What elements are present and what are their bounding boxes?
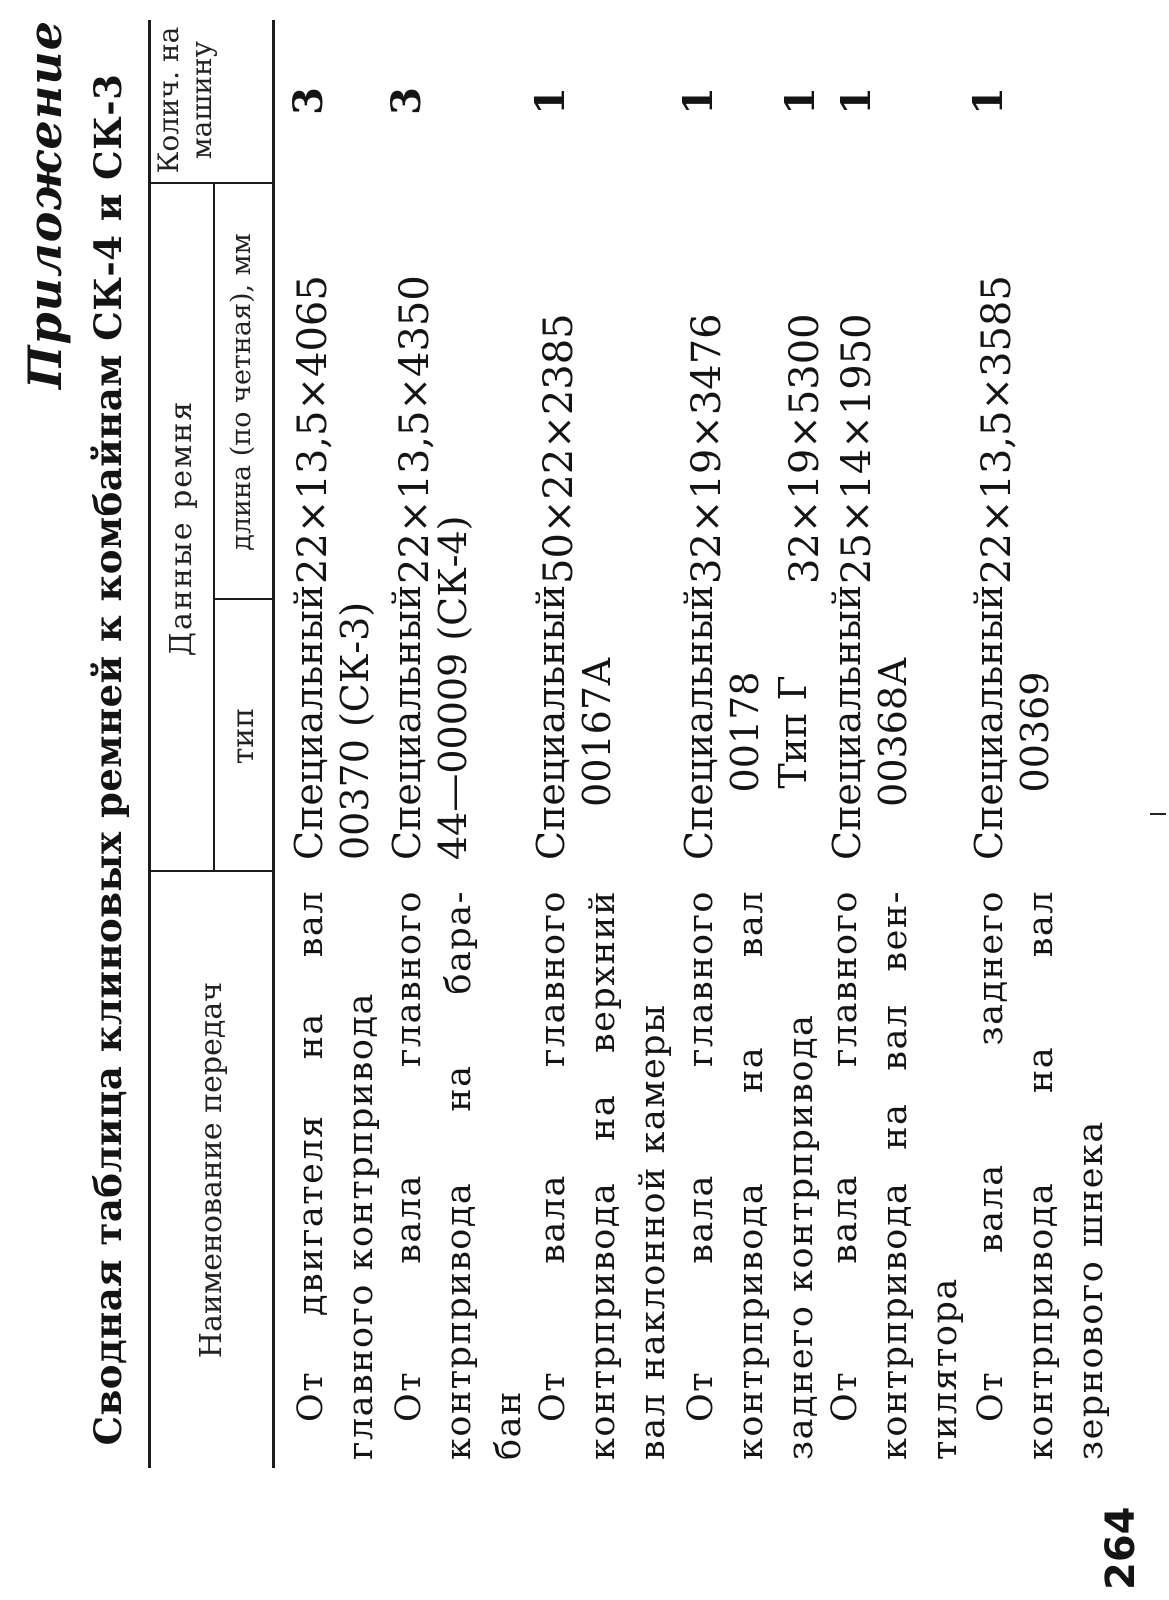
table-title: Сводная таблица клиновых ремней к комбайнам СК-4 и СК-3 [86,73,130,1446]
table-top-rule [148,20,151,1468]
row-type [824,584,916,860]
header-qty [152,24,218,176]
row-type-line: Специальный [287,584,331,860]
row-name-line: бан [489,1390,529,1460]
belt-data-subrule [213,184,215,872]
header-belt-data: Данные ремня [164,399,199,657]
row-name-line: контрпривода на бара- [439,890,479,1460]
row-type-line: Специальный [529,584,573,860]
row-type-line: 00167А [575,657,619,807]
row-name-line: контрпривода на вал вен- [875,890,915,1460]
row-name-line: тилятора [925,1277,965,1460]
row-type-line: 00178 [723,671,767,793]
row-size: 22×13,5×4350 [392,275,438,584]
row-type-line: 00370 (СК-3) [333,601,377,860]
row-qty: 1 [527,87,574,115]
row-name-line: От двигателя на вал [291,890,331,1422]
row-name-line: От вала главного [681,890,721,1422]
page-number: 264 [1098,1506,1144,1590]
row-name-line: главного контрпривода [341,992,381,1460]
row-type [966,584,1058,860]
row-type-line: Специальный [825,584,869,860]
row-name [966,890,1116,1460]
header-bottom-rule [272,20,275,1468]
header-qty-text: Колич. на машину [152,26,218,174]
row-qty: 1 [833,87,880,115]
center-tick-mark [1150,813,1166,815]
row-name-line: заднего контрпривода [781,1013,821,1460]
row-qty: 1 [965,87,1012,115]
header-type: тип [226,707,261,765]
row-type [770,604,816,860]
row-type [528,584,620,860]
row-type-line: Специальный [967,584,1011,860]
header-name: Наименование передач [194,981,229,1359]
row-type-line: 44—00009 (СК-4) [431,515,475,860]
row-name-line: От вала главного [389,890,429,1422]
row-name-line: зернового шнека [1071,1120,1111,1460]
row-qty: 1 [777,87,824,115]
appendix-label: Приложение [18,20,72,389]
row-name [528,890,678,1460]
header-size: длина (по четная), мм [226,233,257,551]
row-name-line: вал наклонной камеры [633,1003,673,1460]
row-name-line: контрпривода на вал [1021,890,1061,1460]
row-qty: 3 [285,87,332,115]
row-name-line: контрпривода на верхний [583,890,623,1460]
row-qty: 1 [675,87,722,115]
row-name-line: От вала главного [825,890,865,1422]
row-qty: 3 [383,87,430,115]
row-size: 22×13,5×3585 [974,275,1020,584]
row-name-line: контрпривода на вал [731,890,771,1460]
col-divider-1 [148,870,272,872]
row-name-line: От вала заднего [971,890,1011,1422]
row-size: 22×13,5×4065 [290,275,336,584]
row-name [286,890,386,1460]
row-size: 32×19×5300 [782,313,828,584]
row-size: 25×14×1950 [834,313,880,584]
row-name [676,890,826,1460]
row-type-line: 00369 [1013,671,1057,793]
row-type-line: Специальный [385,584,429,860]
row-size: 50×22×2385 [536,313,582,584]
row-type-line: Тип Г [771,675,815,789]
row-name [384,890,534,1460]
row-size: 32×19×3476 [684,313,730,584]
row-type [384,515,476,860]
row-type [676,584,768,860]
row-type-line: Специальный [677,584,721,860]
row-type-line: 00368А [871,657,915,807]
col-divider-3 [148,182,272,184]
row-name [820,890,970,1460]
row-name-line: От вала главного [533,890,573,1422]
col-divider-2 [213,598,272,600]
row-type [286,584,378,860]
